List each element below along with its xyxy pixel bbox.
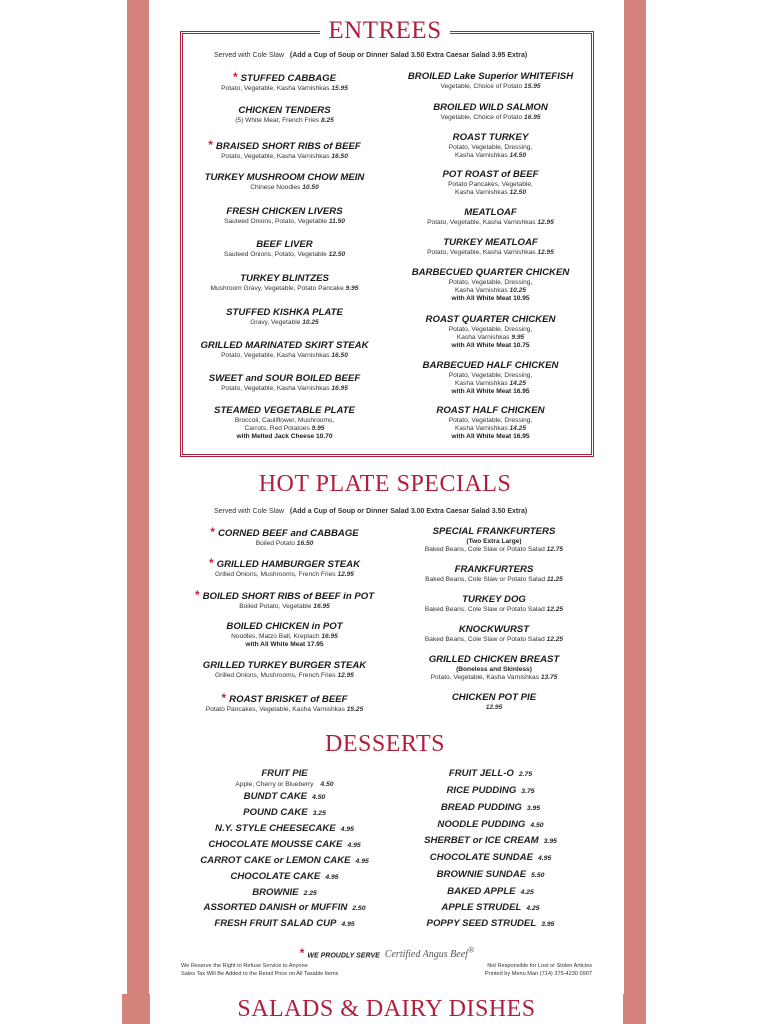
- menu-item-upgrade: with Melted Jack Cheese 10.70: [236, 433, 333, 441]
- menu-item-price: 10.50: [302, 184, 319, 191]
- menu-item-description: [388, 83, 593, 91]
- menu-item-description: [182, 319, 387, 327]
- menu-item-description: [182, 706, 387, 714]
- menu-item-title: ROAST TURKEY: [452, 132, 529, 143]
- dessert-price: 5.50: [531, 872, 545, 879]
- menu-item-description: [384, 576, 604, 584]
- menu-item-name: [384, 624, 604, 636]
- menu-item-description: [182, 417, 387, 425]
- dessert-price: 2.75: [518, 771, 533, 778]
- menu-item-description-2: [388, 189, 593, 197]
- menu-item-price: 12.95: [537, 219, 554, 226]
- dessert-line: [388, 864, 593, 882]
- menu-item-name: [182, 589, 387, 603]
- dessert-name: RICE PUDDING: [446, 785, 517, 796]
- dessert-name: NOODLE PUDDING: [437, 819, 526, 830]
- hot-plate-served-note: Served with Cole Slaw (Add a Cup of Soup or Dinner Salad 3.00 Extra Caesar Salad 3.50 Extra): [214, 508, 528, 515]
- dessert-price: 4.95: [340, 826, 354, 833]
- menu-item-name: [388, 267, 593, 279]
- menu-item-title: TURKEY MUSHROOM CHOW MEIN: [204, 172, 365, 183]
- menu-item: [182, 139, 387, 161]
- menu-item-title: STEAMED VEGETABLE PLATE: [214, 405, 355, 416]
- menu-item-name: [182, 206, 387, 218]
- menu-item: [182, 307, 387, 327]
- dessert-name: POPPY SEED STRUDEL: [426, 918, 537, 929]
- dessert-name: BUNDT CAKE: [243, 791, 308, 802]
- menu-item-title: GRILLED MARINATED SKIRT STEAK: [200, 340, 369, 351]
- menu-item: [182, 405, 387, 442]
- menu-item-name: [182, 307, 387, 319]
- menu-item-description: [388, 219, 593, 227]
- menu-item-description: [182, 540, 387, 548]
- menu-item-price: 16.95: [321, 633, 338, 640]
- menu-item-name: [388, 169, 593, 181]
- menu-item-title: MEATLOAF: [464, 207, 517, 218]
- dessert-item: [388, 847, 593, 865]
- menu-item-desc-text: Carrots, Red Potatoes: [244, 425, 310, 433]
- menu-item-title: ROAST BRISKET of BEEF: [229, 694, 348, 705]
- menu-item-description-2: [388, 152, 593, 160]
- menu-item-desc-text: Baked Beans, Cole Slaw or Potato Salad: [424, 606, 545, 613]
- menu-item-title: FRESH CHICKEN LIVERS: [226, 206, 343, 217]
- menu-item-name: [388, 405, 593, 417]
- menu-item: [388, 102, 593, 122]
- dessert-line: [182, 763, 387, 781]
- dessert-name: BROWNIE SUNDAE: [436, 869, 527, 880]
- menu-item-desc-text: Boiled Potato: [255, 540, 295, 547]
- left-decorative-stripe: [127, 0, 149, 1024]
- menu-item: [388, 132, 593, 160]
- menu-item-price: 12.95: [485, 704, 503, 711]
- menu-item-title: TURKEY MEATLOAF: [443, 237, 538, 248]
- dessert-line: [388, 780, 593, 798]
- menu-item-title: CORNED BEEF and CABBAGE: [217, 528, 359, 539]
- menu-item-description: [388, 372, 593, 380]
- menu-item-desc-text: Grilled Onions, Mushrooms, French Fries: [215, 672, 336, 679]
- menu-item: [182, 660, 387, 680]
- highlight-star-icon: *: [210, 525, 215, 539]
- menu-item-desc-text: Gravy, Vegetable: [250, 319, 301, 326]
- menu-item: [384, 564, 604, 584]
- menu-item-note: (Two Extra Large): [466, 538, 522, 545]
- highlight-star-icon: *: [221, 691, 227, 705]
- dessert-name: N.Y. STYLE CHEESECAKE: [215, 823, 336, 834]
- salads-title: SALADS & DAIRY DISHES: [237, 996, 536, 1022]
- menu-item: [182, 273, 387, 293]
- menu-item-price: 12.50: [328, 251, 346, 258]
- menu-item-desc-text: Grilled Onions, Mushrooms, French Fries: [215, 571, 336, 578]
- menu-item-description: [182, 352, 387, 360]
- menu-item-name: [182, 139, 387, 153]
- menu-item-price: 12.95: [537, 249, 554, 256]
- menu-item-price: 16.95: [331, 385, 348, 392]
- menu-item-price: 15.95: [524, 83, 541, 90]
- menu-item: [384, 594, 604, 614]
- menu-item-name: [182, 373, 387, 385]
- menu-item-desc-text: Potato, Vegetable, Dressing,: [448, 279, 533, 286]
- menu-item-desc-text: Potato, Vegetable, Dressing,: [448, 326, 533, 333]
- menu-item: [384, 692, 604, 712]
- menu-item-desc-text: Mushroom Gravy, Vegetable, Potato Pancake: [210, 285, 344, 292]
- menu-item-name: [388, 237, 593, 249]
- menu-item-price: 12.95: [337, 571, 354, 578]
- menu-item-description: [384, 606, 604, 614]
- menu-item-name: [388, 102, 593, 114]
- menu-item: [182, 557, 387, 579]
- menu-item: [182, 340, 387, 360]
- menu-item-title: CHICKEN TENDERS: [238, 105, 331, 116]
- menu-item-price: 11.25: [546, 576, 563, 583]
- menu-item: [182, 172, 387, 192]
- menu-item-description: [384, 674, 604, 682]
- menu-item-desc-text: Kasha Varnishkas: [454, 189, 508, 197]
- menu-item-title: BRAISED SHORT RIBS of BEEF: [215, 141, 361, 152]
- dessert-line: [388, 913, 593, 931]
- menu-item-desc-text: Sauteed Onions, Potato, Vegetable: [223, 251, 327, 258]
- menu-item: [182, 105, 387, 125]
- dessert-item: [388, 864, 593, 882]
- menu-item-description: [384, 636, 604, 644]
- menu-item-title: ROAST QUARTER CHICKEN: [425, 314, 556, 325]
- menu-item-description-2: [388, 380, 593, 388]
- menu-item: [182, 589, 387, 611]
- menu-item-desc-text: Potato, Vegetable, Kasha Varnishkas: [427, 249, 536, 256]
- menu-item-desc-text: Potato, Vegetable, Kasha Varnishkas: [221, 153, 330, 160]
- dessert-name: SHERBET or ICE CREAM: [424, 835, 539, 846]
- menu-item-description: [182, 571, 387, 579]
- menu-item-description: [182, 85, 387, 93]
- menu-item-desc-text: Potato, Vegetable, Dressing,: [448, 144, 533, 151]
- menu-item-price: 15.95: [331, 85, 348, 92]
- menu-item-name: [384, 594, 604, 606]
- desserts-title: DESSERTS: [325, 731, 445, 757]
- menu-item-price: 9.95: [511, 334, 525, 342]
- menu-item-desc-text: Potato, Vegetable, Kasha Varnishkas: [221, 352, 330, 359]
- dessert-price: 4.95: [355, 858, 369, 865]
- menu-item-desc-text: Vegetable, Choice of Potato: [440, 114, 523, 121]
- dessert-item: [388, 763, 593, 781]
- menu-item-note: (Boneless and Skinless): [456, 666, 532, 673]
- menu-item-description: [388, 114, 593, 122]
- menu-item-price: 10.25: [509, 287, 526, 295]
- menu-item-title: CHICKEN POT PIE: [451, 692, 537, 703]
- menu-item-price: 12.50: [509, 189, 526, 197]
- menu-item: [182, 206, 387, 226]
- menu-item-title: POT ROAST of BEEF: [442, 169, 539, 180]
- menu-item-name: [388, 207, 593, 219]
- hot-plate-title: HOT PLATE SPECIALS: [258, 471, 512, 497]
- menu-item-title: STUFFED CABBAGE: [240, 73, 337, 84]
- footer-right-notice: Not Responsible for Lost or Stolen Articles Printed by Menu Man (714) 375-4230 0907: [485, 963, 592, 977]
- menu-item: [182, 373, 387, 393]
- dessert-line: [388, 830, 593, 848]
- menu-item-name: [182, 172, 387, 184]
- dessert-price: 4.95: [325, 874, 339, 881]
- menu-item-title: BOILED CHICKEN in POT: [226, 621, 343, 632]
- menu-item: [182, 71, 387, 93]
- footer-left-notice: We Reserve the Right to Refuse Service to Anyone Sales Tax Will Be Added to the Retail Price on All Taxable Items: [181, 963, 339, 977]
- menu-item-name: [384, 564, 604, 576]
- menu-item-price: 8.25: [320, 117, 334, 124]
- dessert-name: BROWNIE: [252, 887, 299, 898]
- menu-item-description: [388, 249, 593, 257]
- menu-item-title: ROAST HALF CHICKEN: [436, 405, 545, 416]
- menu-item-description: [388, 326, 593, 334]
- menu-item-title: GRILLED HAMBURGER STEAK: [216, 559, 361, 570]
- menu-item-price: 16.95: [524, 114, 541, 121]
- menu-item-desc-text: Noodles, Matzo Ball, Kreplach: [231, 633, 320, 640]
- menu-item-name: [182, 239, 387, 251]
- menu-item-description: [182, 385, 387, 393]
- dessert-item: [388, 797, 593, 815]
- right-decorative-stripe: [624, 0, 646, 1024]
- menu-item-title: TURKEY BLINTZES: [240, 273, 329, 284]
- menu-item-title: KNOCKWURST: [458, 624, 530, 635]
- menu-item-name: [384, 692, 604, 704]
- menu-item-desc-text: Potato, Vegetable, Kasha Varnishkas: [221, 85, 330, 92]
- menu-item-description-2: [182, 425, 387, 433]
- dessert-price: 3.95: [543, 838, 557, 845]
- menu-item-name: [182, 692, 387, 706]
- dessert-price: 4.50: [312, 794, 326, 801]
- menu-item-price: 16.50: [331, 352, 348, 359]
- menu-item-name: [388, 314, 593, 326]
- menu-item-name: [182, 621, 387, 633]
- dessert-price: 4.95: [347, 842, 361, 849]
- dessert-name: CHOCOLATE SUNDAE: [429, 852, 533, 863]
- menu-item-price: 12.95: [337, 672, 354, 679]
- menu-item-price: 16.50: [331, 153, 348, 160]
- menu-item-price: 11.50: [328, 218, 345, 225]
- dessert-name: FRESH FRUIT SALAD CUP: [214, 918, 337, 929]
- menu-item: [388, 237, 593, 257]
- menu-item-desc-text: Potato, Vegetable, Dressing,: [448, 372, 533, 379]
- dessert-price: 3.75: [521, 788, 535, 795]
- menu-item-desc-text: Baked Beans, Cole Slaw or Potato Salad: [424, 636, 545, 643]
- menu-item-name: [182, 660, 387, 672]
- dessert-item: [388, 913, 593, 931]
- menu-item-title: BOILED SHORT RIBS of BEEF in POT: [202, 591, 375, 602]
- menu-item-description: [182, 633, 387, 641]
- menu-item-description: [182, 251, 387, 259]
- menu-item-description: [384, 546, 604, 554]
- proudly-serve-line: * WE PROUDLY SERVE Certified Angus Beef®: [299, 946, 475, 961]
- menu-item-description: [182, 153, 387, 161]
- menu-item-desc-text: Potato, Vegetable, Kasha Varnishkas: [221, 385, 330, 392]
- menu-item-price: 9.95: [345, 285, 359, 292]
- highlight-star-icon: *: [194, 588, 200, 602]
- menu-item-name: [388, 71, 593, 83]
- menu-item-title: BEEF LIVER: [256, 239, 313, 250]
- menu-item-desc-text: Baked Beans, Cole Slaw or Potato Salad: [424, 546, 545, 554]
- menu-item: [388, 405, 593, 442]
- menu-item-description: [388, 181, 593, 189]
- menu-item-desc-text: Potato, Vegetable, Dressing,: [448, 417, 533, 424]
- menu-item: [384, 624, 604, 644]
- menu-item-upgrade: with All White Meat 16.95: [451, 388, 530, 396]
- menu-item-desc-text: Kasha Varnishkas: [454, 287, 508, 295]
- menu-item-price: 16.95: [313, 603, 330, 610]
- menu-item-description-2: [388, 287, 593, 295]
- menu-item-price: 14.25: [509, 380, 526, 388]
- menu-item-title: SPECIAL FRANKFURTERS: [432, 526, 556, 537]
- menu-item-desc-text: (5) White Meat, French Fries: [235, 117, 320, 124]
- menu-item: [388, 207, 593, 227]
- dessert-name: FRUIT JELL-O: [448, 768, 514, 779]
- entrees-served-note: Served with Cole Slaw (Add a Cup of Soup or Dinner Salad 3.50 Extra Caesar Salad 3.95 Extra): [214, 52, 528, 59]
- menu-item: [182, 692, 387, 714]
- entrees-title: ENTREES: [320, 17, 450, 49]
- dessert-line: [182, 913, 387, 931]
- menu-item-description-2: [388, 425, 593, 433]
- menu-item-upgrade: with All White Meat 16.95: [451, 433, 530, 441]
- menu-item: [388, 360, 593, 397]
- menu-item-price: 12.25: [546, 636, 564, 643]
- menu-item-title: BROILED Lake Superior WHITEFISH: [407, 71, 574, 82]
- menu-item: [182, 526, 387, 548]
- menu-item-name: [182, 273, 387, 285]
- menu-item-description: [182, 672, 387, 680]
- menu-item-title: BARBECUED QUARTER CHICKEN: [411, 267, 570, 278]
- menu-item-price: 16.50: [296, 540, 314, 547]
- menu-item: [388, 267, 593, 304]
- menu-item-title: TURKEY DOG: [462, 594, 526, 605]
- menu-item-name: [182, 405, 387, 417]
- dessert-item: [182, 913, 387, 931]
- dessert-name: APPLE STRUDEL: [441, 902, 522, 913]
- menu-item-title: GRILLED CHICKEN BREAST: [428, 654, 560, 665]
- menu-item-price: 14.50: [509, 152, 526, 160]
- menu-item: [384, 526, 604, 554]
- menu-item-price: 10.25: [302, 319, 319, 326]
- dessert-name: CHOCOLATE CAKE: [230, 871, 321, 882]
- highlight-star-icon: *: [208, 138, 213, 152]
- dessert-price: 2.50: [352, 905, 366, 912]
- menu-item-desc-text: Broccoli, Cauliflower, Mushrooms,: [234, 417, 335, 424]
- menu-item: [388, 169, 593, 197]
- dessert-price: 4.95: [341, 921, 355, 928]
- dessert-price: 3.25: [312, 810, 326, 817]
- menu-item-description: [182, 184, 387, 192]
- menu-item-description: [384, 704, 604, 712]
- menu-item-name: [182, 105, 387, 117]
- menu-item-name: [182, 557, 387, 571]
- menu-item: [182, 239, 387, 259]
- menu-item-title: BARBECUED HALF CHICKEN: [422, 360, 559, 371]
- menu-item-title: STUFFED KISHKA PLATE: [226, 307, 343, 318]
- dessert-desc-text: Apple, Cherry or Blueberry: [235, 781, 314, 788]
- menu-item-description: [182, 117, 387, 125]
- dessert-price: 4.25: [520, 889, 534, 896]
- menu-item-desc-text: Chinese Noodles: [250, 184, 301, 191]
- menu-item-title: GRILLED TURKEY BURGER STEAK: [202, 660, 367, 671]
- menu-item: [388, 314, 593, 351]
- menu-item-description: [388, 144, 593, 152]
- menu-item-name: [182, 340, 387, 352]
- dessert-price: 4.95: [538, 855, 552, 862]
- dessert-name: BAKED APPLE: [447, 886, 516, 897]
- menu-item-description: [388, 279, 593, 287]
- dessert-name: CARROT CAKE or LEMON CAKE: [200, 855, 351, 866]
- menu-item-desc-text: Baked Beans, Cole Slaw or Potato Salad: [425, 576, 545, 583]
- menu-item-upgrade: with All White Meat 10.95: [451, 295, 530, 303]
- menu-item-desc-text: Potato, Vegetable, Kasha Varnishkas: [430, 674, 540, 682]
- menu-item: [388, 71, 593, 91]
- dessert-price: 2.25: [303, 890, 317, 897]
- menu-item-description: [182, 218, 387, 226]
- dessert-price: 4.50: [320, 781, 334, 788]
- dessert-price: 3.95: [541, 921, 555, 928]
- menu-item-name: [388, 132, 593, 144]
- menu-item-name: [182, 526, 387, 540]
- menu-item-desc-text: Kasha Varnishkas: [454, 380, 508, 388]
- menu-item-title: BROILED WILD SALMON: [433, 102, 548, 113]
- menu-item-desc-text: Potato Pancakes, Vegetable,: [448, 181, 533, 188]
- menu-item-desc-text: Kasha Varnishkas: [454, 152, 508, 160]
- menu-item-title: SWEET and SOUR BOILED BEEF: [208, 373, 361, 384]
- menu-item-description: [388, 417, 593, 425]
- menu-item: [182, 621, 387, 649]
- dessert-name: FRUIT PIE: [261, 768, 308, 779]
- highlight-star-icon: *: [232, 70, 238, 84]
- menu-item-description-2: [388, 334, 593, 342]
- dessert-price: 4.50: [530, 822, 544, 829]
- menu-item-name: [384, 654, 604, 666]
- dessert-name: CHOCOLATE MOUSSE CAKE: [208, 839, 343, 850]
- menu-item-upgrade: with All White Meat 17.95: [245, 641, 324, 649]
- menu-item: [384, 654, 604, 682]
- menu-item-price: 14.25: [509, 425, 526, 433]
- dessert-name: BREAD PUDDING: [440, 802, 522, 813]
- dessert-name: ASSORTED DANISH or MUFFIN: [203, 902, 348, 913]
- menu-item-desc-text: Potato Pancakes, Vegetable, Kasha Varnishkas: [205, 706, 345, 713]
- menu-item-name: [182, 71, 387, 85]
- menu-item-price: 15.25: [346, 706, 364, 713]
- menu-item-price: 12.75: [546, 546, 564, 554]
- dessert-item: [388, 780, 593, 798]
- dessert-price: 3.95: [526, 805, 541, 812]
- highlight-star-icon: *: [208, 556, 214, 570]
- dessert-line: [388, 847, 593, 865]
- dessert-price: 4.25: [526, 905, 540, 912]
- menu-item-desc-text: Boiled Potato, Vegetable: [239, 603, 312, 610]
- dessert-item: [388, 830, 593, 848]
- menu-item-desc-text: Sauteed Onions, Potato, Vegetable: [224, 218, 328, 225]
- menu-item-desc-text: Kasha Varnishkas: [456, 334, 510, 342]
- menu-item-upgrade: with All White Meat 10.75: [451, 342, 530, 350]
- menu-item-description: [182, 285, 387, 293]
- dessert-line: [388, 763, 593, 781]
- menu-item-desc-text: Vegetable, Choice of Potato: [440, 83, 523, 90]
- menu-item-price: 9.95: [311, 425, 325, 433]
- menu-item-desc-text: Kasha Varnishkas: [454, 425, 508, 433]
- menu-item-name: [384, 526, 604, 538]
- dessert-name: POUND CAKE: [243, 807, 308, 818]
- menu-item-desc-text: Potato, Vegetable, Kasha Varnishkas: [427, 219, 536, 226]
- menu-item-price: 13.75: [540, 674, 558, 682]
- dessert-line: [388, 797, 593, 815]
- certified-angus-beef-logo: Certified Angus Beef®: [384, 946, 475, 961]
- menu-item-title: FRANKFURTERS: [454, 564, 534, 575]
- menu-item-price: 12.25: [546, 606, 564, 613]
- menu-item-name: [388, 360, 593, 372]
- menu-item-description: [182, 603, 387, 611]
